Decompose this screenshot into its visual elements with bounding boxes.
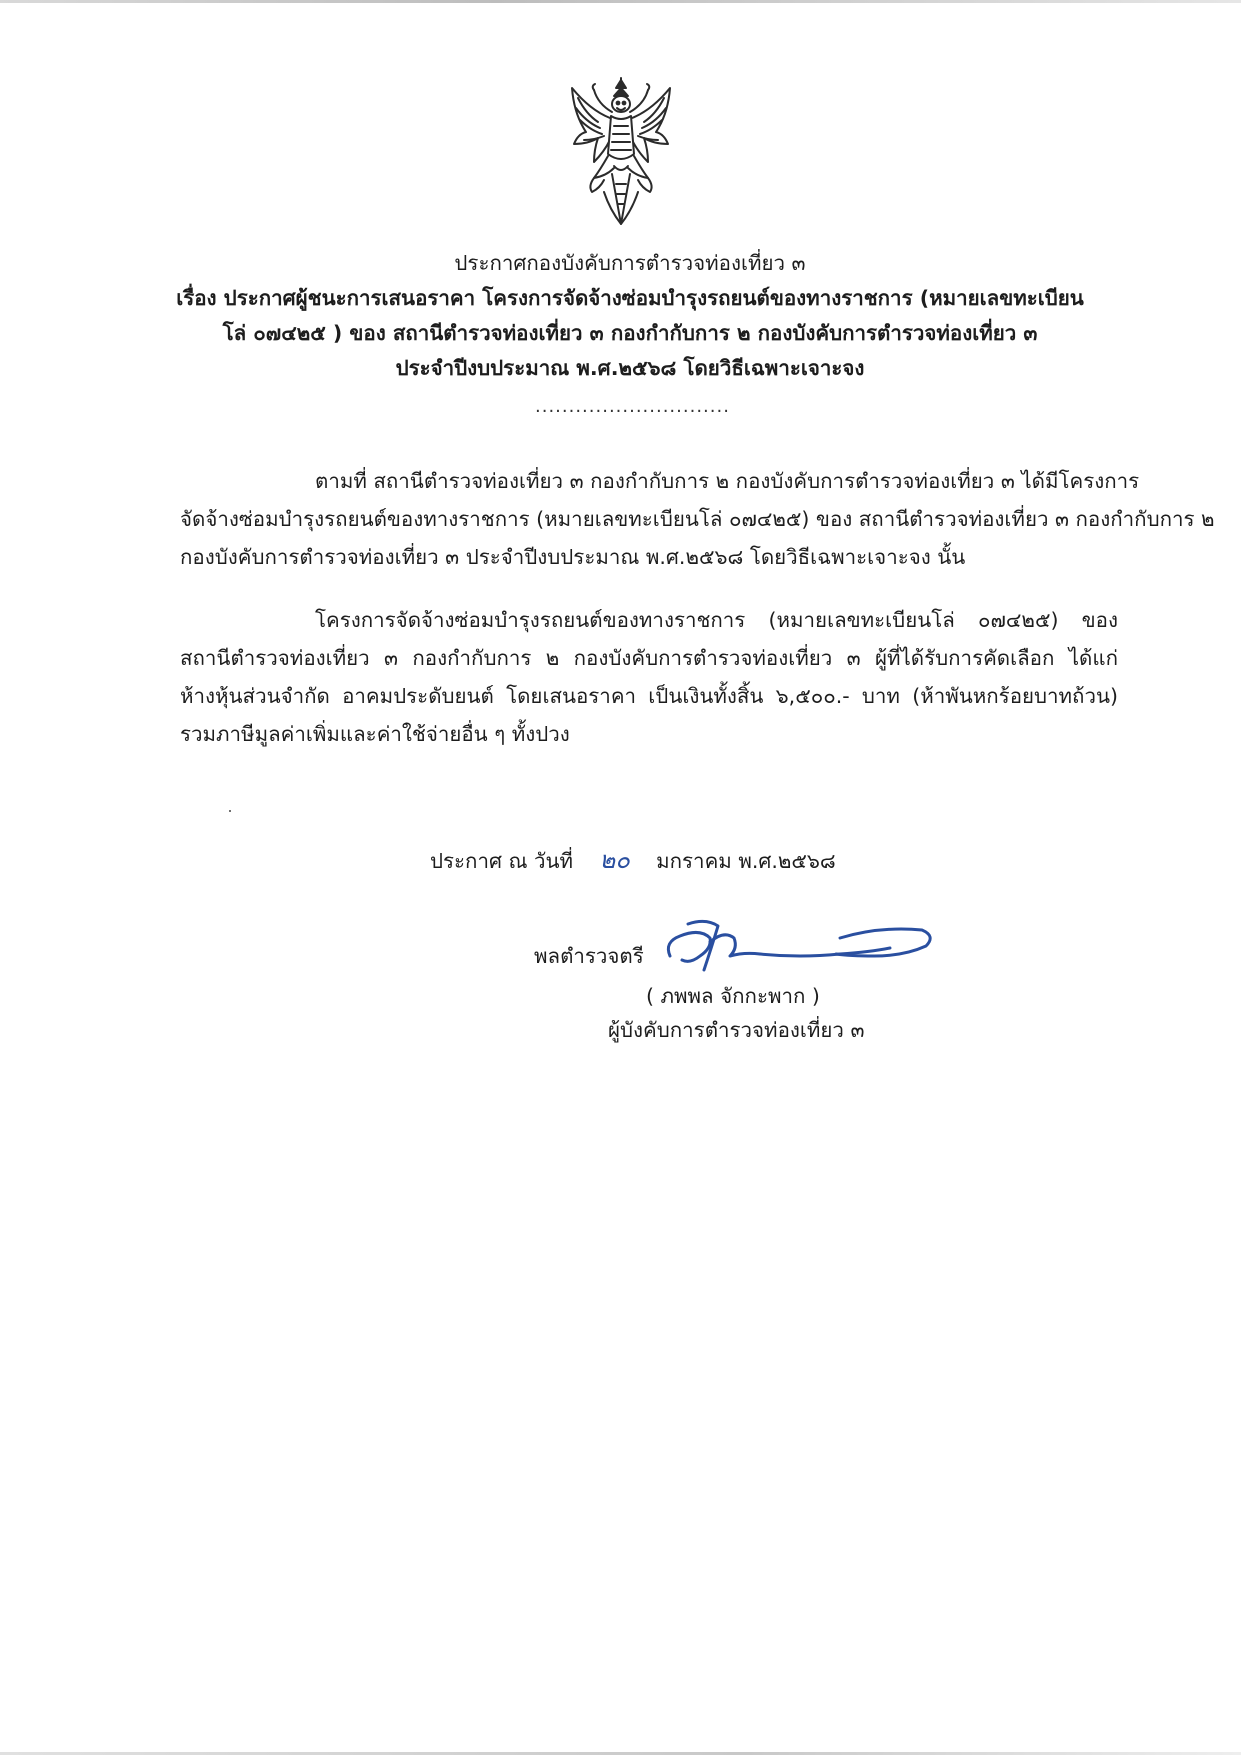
signer-title: ผู้บังคับการตำรวจท่องเที่ยว ๓ [608,1018,865,1042]
handwritten-signature [660,912,940,978]
scan-edge-top [0,0,1241,3]
paragraph-1-line-1: ตามที่ สถานีตำรวจท่องเที่ยว ๓ กองกำกับการ ๒ กองบังคับการตำรวจท่องเที่ยว ๓ ได้มีโครงการ [315,469,1140,493]
date-day-handwritten: ๒๐ [599,846,630,874]
title-separator: ............................. [535,396,730,417]
paragraph-2-line-2: สถานีตำรวจท่องเที่ยว ๓ กองกำกับการ ๒ กองบังคับการตำรวจท่องเที่ยว ๓ ผู้ที่ได้รับการคัดเลือก ได้แก่ [180,646,1118,670]
body-paragraph-2 [180,601,1118,753]
announcement-title-block [150,246,1110,386]
scan-dot-mark [229,810,231,812]
signer-rank: พลตำรวจตรี [534,944,644,968]
announcement-subject-line-1: เรื่อง ประกาศผู้ชนะการเสนอราคา โครงการจัดจ้างซ่อมบำรุงรถยนต์ของทางราชการ (หมายเลขทะเบียน [176,286,1084,310]
paragraph-2-line-1: โครงการจัดจ้างซ่อมบำรุงรถยนต์ของทางราชการ (หมายเลขทะเบียนโล่ ๐๗๔๒๕) ของ [315,608,1118,632]
date-month-year: มกราคม พ.ศ.๒๕๖๘ [656,849,836,873]
date-prefix: ประกาศ ณ วันที่ [430,849,574,873]
signer-name: ( ภพพล จักกะพาก ) [646,984,820,1008]
paragraph-1-line-3: กองบังคับการตำรวจท่องเที่ยว ๓ ประจำปีงบประมาณ พ.ศ.๒๕๖๘ โดยวิธีเฉพาะเจาะจง นั้น [180,545,966,569]
announcement-heading: ประกาศกองบังคับการตำรวจท่องเที่ยว ๓ [454,251,806,275]
paragraph-2-line-4: รวมภาษีมูลค่าเพิ่มและค่าใช้จ่ายอื่น ๆ ทั้งปวง [180,722,570,746]
announcement-subject-line-2: โล่ ๐๗๔๒๕ ) ของ สถานีตำรวจท่องเที่ยว ๓ กองกำกับการ ๒ กองบังคับการตำรวจท่องเที่ยว ๓ [222,321,1038,345]
body-paragraph-1 [180,462,1215,576]
announcement-date [430,845,836,876]
announcement-subject-line-3: ประจำปีงบประมาณ พ.ศ.๒๕๖๘ โดยวิธีเฉพาะเจาะจง [395,356,865,380]
paragraph-2-line-3: ห้างหุ้นส่วนจำกัด อาคมประดับยนต์ โดยเสนอราคา เป็นเงินทั้งสิ้น ๖,๕๐๐.- บาท (ห้าพันหกร้อยบาทถ้วน) [180,684,1118,708]
paragraph-1-line-2: จัดจ้างซ่อมบำรุงรถยนต์ของทางราชการ (หมายเลขทะเบียนโล่ ๐๗๔๒๕) ของ สถานีตำรวจท่องเที่ยว ๓ กองกำกับการ ๒ [180,507,1215,531]
garuda-emblem-icon [564,74,678,230]
